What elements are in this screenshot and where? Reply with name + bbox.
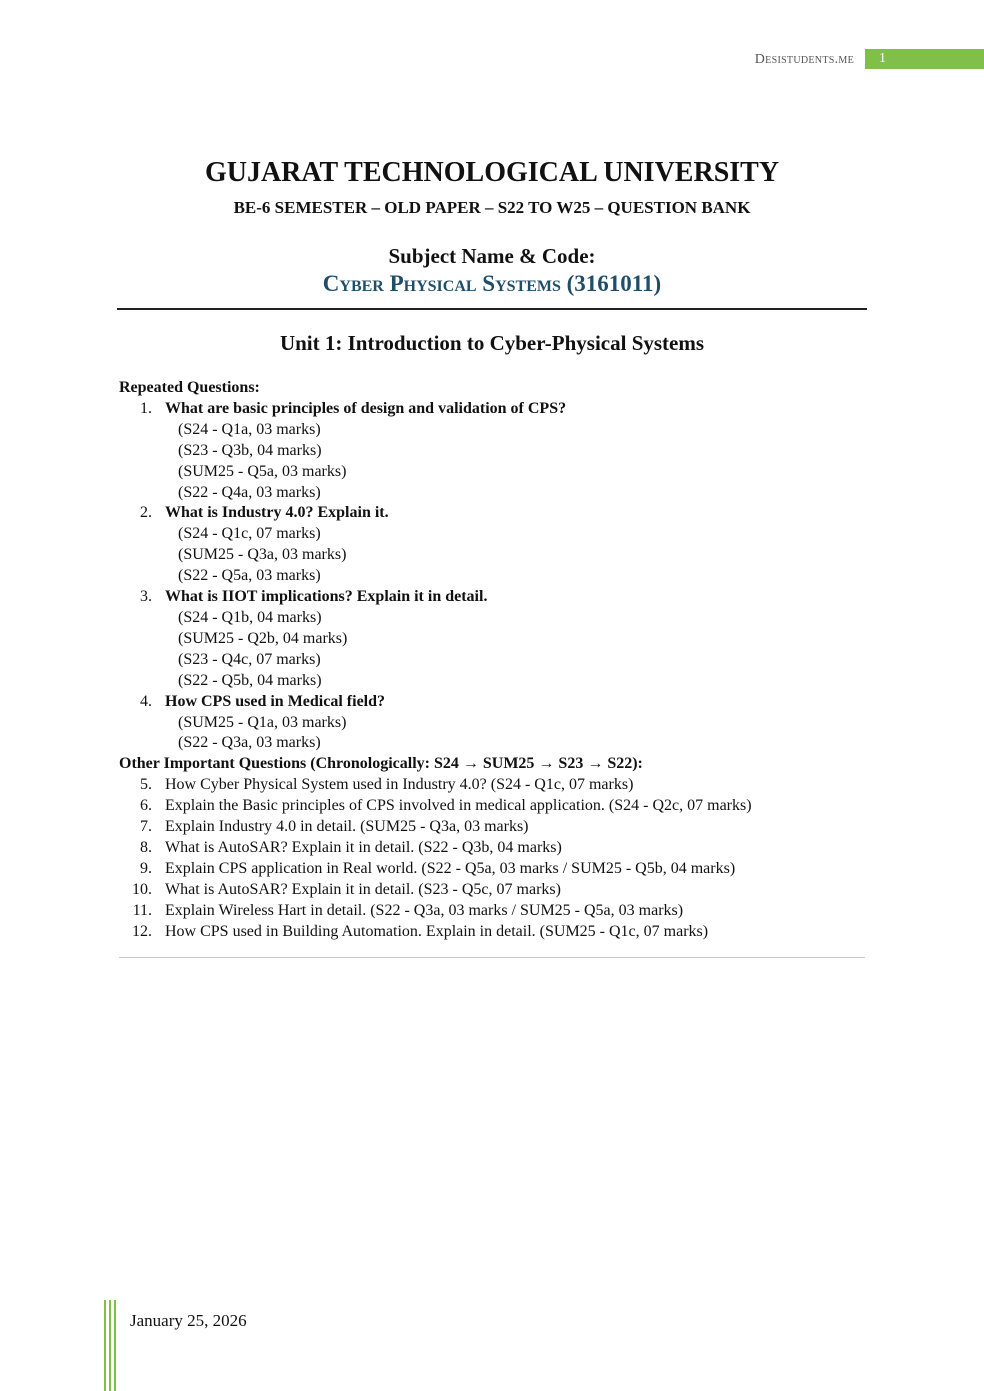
- document-title: GUJARAT TECHNOLOGICAL UNIVERSITY: [204, 157, 780, 188]
- question-reference: (S24 - Q1b, 04 marks): [178, 608, 322, 626]
- question-text: What are basic principles of design and validation of CPS?: [165, 399, 567, 417]
- repeated-question-list: [119, 399, 879, 754]
- subject-label: Subject Name & Code:: [388, 244, 596, 268]
- other-question: [119, 817, 879, 838]
- question-text: Explain Industry 4.0 in detail. (SUM25 - Q3a, 03 marks): [165, 818, 529, 836]
- question-text: Explain the Basic principles of CPS involved in medical application. (S24 - Q2c, 07 marks): [165, 797, 752, 815]
- title-divider: [117, 308, 867, 310]
- question-reference: (S23 - Q4c, 07 marks): [178, 650, 321, 668]
- question-reference: (S23 - Q3b, 04 marks): [178, 441, 322, 459]
- other-question: [119, 922, 879, 943]
- repeated-question: [119, 587, 879, 608]
- question-reference: (S24 - Q1c, 07 marks): [178, 525, 321, 543]
- question-text: Explain Wireless Hart in detail. (S22 - Q3a, 03 marks / SUM25 - Q5a, 03 marks): [165, 901, 684, 919]
- repeated-question: [119, 503, 879, 524]
- question-reference: (S22 - Q4a, 03 marks): [178, 483, 321, 501]
- footer-date: January 25, 2026: [130, 1311, 247, 1330]
- question-number: 6.: [140, 797, 152, 815]
- subject-heading: [0, 271, 984, 297]
- question-number: 4.: [140, 692, 152, 710]
- footer-bars: [104, 1300, 124, 1391]
- question-reference: (SUM25 - Q3a, 03 marks): [178, 546, 347, 564]
- content-end-divider: [119, 957, 865, 958]
- other-question: [119, 796, 879, 817]
- other-heading: Other Important Questions (Chronologically: S24 → SUM25 → S23 → S22):: [119, 755, 643, 773]
- repeated-question: [119, 399, 879, 420]
- question-text: How CPS used in Building Automation. Explain in detail. (SUM25 - Q1c, 07 marks): [165, 922, 709, 940]
- question-reference: (SUM25 - Q5a, 03 marks): [178, 462, 347, 480]
- question-text: What is AutoSAR? Explain it in detail. (S23 - Q5c, 07 marks): [165, 880, 561, 898]
- question-text: How Cyber Physical System used in Industry 4.0? (S24 - Q1c, 07 marks): [165, 776, 634, 794]
- question-reference: (SUM25 - Q2b, 04 marks): [178, 629, 348, 647]
- unit-title: Unit 1: Introduction to Cyber-Physical Systems: [279, 331, 705, 355]
- question-text: What is Industry 4.0? Explain it.: [165, 504, 389, 522]
- question-text: What is AutoSAR? Explain it in detail. (S22 - Q3b, 04 marks): [165, 838, 562, 856]
- question-number: 1.: [140, 399, 152, 417]
- other-question: [119, 880, 879, 901]
- other-question: [119, 901, 879, 922]
- question-content: [119, 378, 879, 942]
- question-number: 2.: [140, 504, 152, 522]
- question-number: 12.: [132, 922, 152, 940]
- question-number: 11.: [132, 901, 152, 919]
- repeated-heading: Repeated Questions:: [119, 379, 260, 396]
- question-reference: (S22 - Q5b, 04 marks): [178, 671, 322, 689]
- question-number: 5.: [140, 776, 152, 794]
- question-text: What is IIOT implications? Explain it in detail.: [165, 588, 488, 606]
- question-number: 9.: [140, 859, 152, 877]
- question-reference: (SUM25 - Q1a, 03 marks): [178, 713, 347, 731]
- question-text: Explain CPS application in Real world. (S22 - Q5a, 03 marks / SUM25 - Q5b, 04 marks): [165, 859, 736, 877]
- question-number: 8.: [140, 838, 152, 856]
- repeated-question: [119, 692, 879, 713]
- subject-name: Cyber Physical Systems: [322, 271, 561, 296]
- other-question-list: [119, 775, 879, 942]
- question-number: 3.: [140, 588, 152, 606]
- page-number-badge: 1: [865, 49, 984, 69]
- question-text: How CPS used in Medical field?: [165, 692, 386, 710]
- question-reference: (S22 - Q3a, 03 marks): [178, 734, 321, 752]
- question-reference: (S22 - Q5a, 03 marks): [178, 567, 321, 585]
- other-question: [119, 859, 879, 880]
- other-question: [119, 838, 879, 859]
- subject-code: (3161011): [566, 271, 662, 296]
- document-subtitle: BE-6 SEMESTER – OLD PAPER – S22 TO W25 – QUESTION BANK: [233, 198, 751, 217]
- other-question: [119, 775, 879, 796]
- question-number: 7.: [140, 818, 152, 836]
- header-site-name: Desistudents.me: [754, 52, 854, 67]
- question-number: 10.: [132, 880, 152, 898]
- question-reference: (S24 - Q1a, 03 marks): [178, 420, 321, 438]
